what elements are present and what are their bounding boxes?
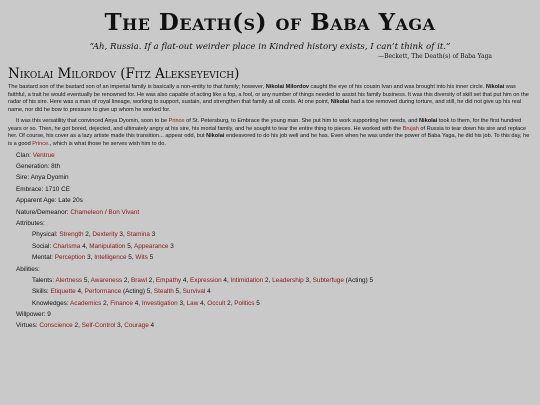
trait-value: (Acting) 5 xyxy=(343,276,374,284)
stat-value: 8th xyxy=(51,163,61,171)
stat-generation xyxy=(16,163,532,171)
stat-knowledges xyxy=(32,300,532,308)
stat-label: Embrace: xyxy=(16,185,46,193)
stat-label: Social: xyxy=(32,242,53,250)
text: of St. Petersburg, to Embrace the young man. She put him to work supporting her needs, and xyxy=(184,117,419,124)
trait-link[interactable]: Leadership xyxy=(272,276,304,284)
text: The bastard son of the bastard son of an imperial family is basically a non-entity to that family; however, xyxy=(8,84,266,90)
stat-virtues xyxy=(16,322,532,330)
page-title: The Death(s) of Baba Yaga xyxy=(104,9,436,36)
trait-link[interactable]: Occult xyxy=(207,299,226,307)
epigraph-attribution: —Beckett, The Death(s) of Baba Yaga xyxy=(378,53,492,60)
stat-label: Physical: xyxy=(32,231,60,239)
stat-label: Virtues: xyxy=(16,322,40,330)
stat-label: Generation: xyxy=(16,163,52,171)
stat-mental xyxy=(32,254,532,262)
trait-link[interactable]: Brawl xyxy=(131,276,147,284)
stat-attributes-heading: Attributes: xyxy=(16,219,45,227)
trait-value: 2, xyxy=(72,322,82,330)
trait-link[interactable]: Survival xyxy=(182,288,206,296)
trait-link[interactable]: Academics xyxy=(70,299,102,307)
stat-value: 1710 CE xyxy=(45,185,70,193)
trait-value: 4, xyxy=(80,242,90,250)
trait-link[interactable]: Conscience xyxy=(39,322,73,330)
link-prince[interactable]: Prince xyxy=(32,140,49,147)
trait-value: 3, xyxy=(117,231,127,239)
trait-value: 2, xyxy=(147,276,156,284)
trait-link[interactable]: Law xyxy=(186,299,199,307)
trait-list xyxy=(70,300,260,307)
stat-skills xyxy=(32,288,532,296)
bold-name: Nikolai xyxy=(330,99,350,106)
trait-value: 2, xyxy=(225,299,235,307)
trait-value: 2, xyxy=(83,231,93,239)
trait-value: 4 xyxy=(148,322,155,330)
trait-link[interactable]: Investigation xyxy=(141,299,178,307)
epigraph-quote: “Ah, Russia. If a flat-out weirder place in Kindred history exists, I can’t think of it.” xyxy=(89,42,451,52)
trait-value: 3 xyxy=(149,231,156,239)
trait-link[interactable]: Perception xyxy=(54,254,86,262)
stat-abilities-heading: Abilities: xyxy=(16,265,40,273)
trait-link[interactable]: Strength xyxy=(59,231,84,239)
trait-value: 3, xyxy=(115,322,125,330)
stat-clan xyxy=(16,152,532,160)
stat-label: Apparent Age: xyxy=(16,197,59,205)
stat-sire xyxy=(16,174,532,182)
separator: / xyxy=(103,208,109,216)
trait-value: 4, xyxy=(181,276,191,284)
text: took to them, for the first hundred years or so. Then, he got bored, dejected, and ultimately angry at his sire, his mortal family, and he sought to tear the entire thing to pieces. He worked with the xyxy=(8,117,522,132)
stat-label: Mental: xyxy=(32,254,55,262)
trait-value: 4, xyxy=(75,288,85,296)
stat-label: Sire: xyxy=(16,174,31,182)
text: had a toe removed during torture, and still, he did not give up his real name, nor did he bow to pressure to give up whom he worked for. xyxy=(8,99,522,114)
trait-value: 2, xyxy=(122,276,132,284)
bold-name: Nikolai xyxy=(418,117,438,124)
stat-value: Anya Dyomin xyxy=(30,174,69,182)
stat-physical xyxy=(32,231,532,239)
stat-label: Talents: xyxy=(32,276,56,284)
trait-value: 4 xyxy=(205,288,211,296)
trait-link[interactable]: Alertness xyxy=(55,276,83,284)
trait-value: 4, xyxy=(221,276,231,284)
stat-label: Knowledges: xyxy=(32,299,71,307)
stat-label: Skills: xyxy=(32,288,51,296)
trait-list xyxy=(50,288,210,295)
text: ., which is what those he serves wish him to do. xyxy=(48,140,166,147)
stat-value: Late 20s xyxy=(58,197,83,205)
bold-name: Nikolai xyxy=(485,84,505,90)
stat-social xyxy=(32,243,532,251)
trait-link[interactable]: Charisma xyxy=(52,242,81,250)
stat-willpower xyxy=(16,311,532,319)
stat-embrace xyxy=(16,186,532,194)
stat-label: Clan: xyxy=(16,151,33,159)
trait-value: 2, xyxy=(101,299,111,307)
stat-label: Nature/Demeanor: xyxy=(16,208,71,216)
text: caught the eye of his cousin Ivan and was brought into his inner circle. xyxy=(308,84,486,90)
bio-paragraph-2 xyxy=(8,118,532,149)
link-nature[interactable]: Chameleon xyxy=(70,208,104,216)
trait-value: 4, xyxy=(132,299,142,307)
trait-list xyxy=(55,254,153,261)
trait-link[interactable]: Manipulation xyxy=(89,242,126,250)
trait-link[interactable]: Politics xyxy=(234,299,255,307)
link-prince[interactable]: Prince xyxy=(168,117,185,124)
text: was faithful, a trait he would eventually be renowned for. He was also capable of acting like a fop, a fool, or any number of things needed to assist his family business. It was this diversity of skill set that put him on the radar of his sire. Here was a man of royal lineage, working to support, sustain, and strengthen that family at all costs. At one point, xyxy=(8,84,529,106)
stat-talents xyxy=(32,277,532,285)
trait-list xyxy=(59,231,155,238)
trait-value: 4, xyxy=(198,299,208,307)
trait-link[interactable]: Intelligence xyxy=(94,254,127,262)
trait-value: 5 xyxy=(147,254,154,262)
trait-link[interactable]: Self-Control xyxy=(81,322,116,330)
trait-link[interactable]: Stamina xyxy=(126,231,150,239)
trait-list xyxy=(39,322,154,329)
trait-value: 3 xyxy=(168,242,174,250)
trait-value: 3, xyxy=(303,276,313,284)
trait-link[interactable]: Expression xyxy=(190,276,222,284)
trait-link[interactable]: Courage xyxy=(124,322,149,330)
link-demeanor[interactable]: Bon Vivant xyxy=(108,208,140,216)
trait-link[interactable]: Empathy xyxy=(155,276,182,284)
trait-link[interactable]: Finance xyxy=(110,299,133,307)
trait-link[interactable]: Awareness xyxy=(90,276,123,284)
stat-apparent-age xyxy=(16,197,532,205)
trait-list xyxy=(55,277,373,284)
trait-link[interactable]: Performance xyxy=(84,288,122,296)
trait-link[interactable]: Subterfuge xyxy=(312,276,344,284)
trait-link[interactable]: Dexterity xyxy=(92,231,118,239)
trait-value: 5 xyxy=(254,299,260,307)
link-brujah[interactable]: Brujah xyxy=(402,125,419,132)
trait-link[interactable]: Wits xyxy=(135,254,148,262)
stat-nature-demeanor xyxy=(16,209,532,217)
stat-block xyxy=(8,152,532,331)
bold-name: Nikolai Milordov xyxy=(265,84,309,90)
trait-link[interactable]: Stealth xyxy=(153,288,174,296)
trait-value: (Acting) 5, xyxy=(121,288,154,296)
trait-link[interactable]: Appearance xyxy=(134,242,169,250)
trait-value: 5, xyxy=(126,254,136,262)
text: of Russia to tear down his sire and replace her. Of course, his cover as a lazy artiste made this transition... appear odd, but xyxy=(8,125,527,140)
stat-label: Willpower: xyxy=(16,311,48,319)
trait-value: 2, xyxy=(263,276,273,284)
trait-value: 3, xyxy=(177,299,187,307)
trait-value: 3, xyxy=(85,254,95,262)
trait-value: 5, xyxy=(125,242,134,250)
bold-name: Nikolai xyxy=(206,133,225,140)
link-clan[interactable]: Ventrue xyxy=(32,151,55,159)
character-name-heading: Nikolai Milordov (Fitz Alekseyevich) xyxy=(8,66,240,82)
trait-link[interactable]: Intimidation xyxy=(230,276,264,284)
trait-link[interactable]: Etiquette xyxy=(50,288,76,296)
trait-list xyxy=(53,243,174,250)
trait-value: 5, xyxy=(82,276,91,284)
text: endeavored to do his job well and he has. Even when he was under the power of Baba Yaga, he did his job. To this day, he is a good xyxy=(8,133,530,147)
stat-value: 9 xyxy=(47,311,51,319)
text: It was this versatility that convinced Anya Dyomin, soon to be xyxy=(16,117,169,124)
trait-value: 5, xyxy=(173,288,183,296)
bio-paragraph-1 xyxy=(8,84,532,115)
